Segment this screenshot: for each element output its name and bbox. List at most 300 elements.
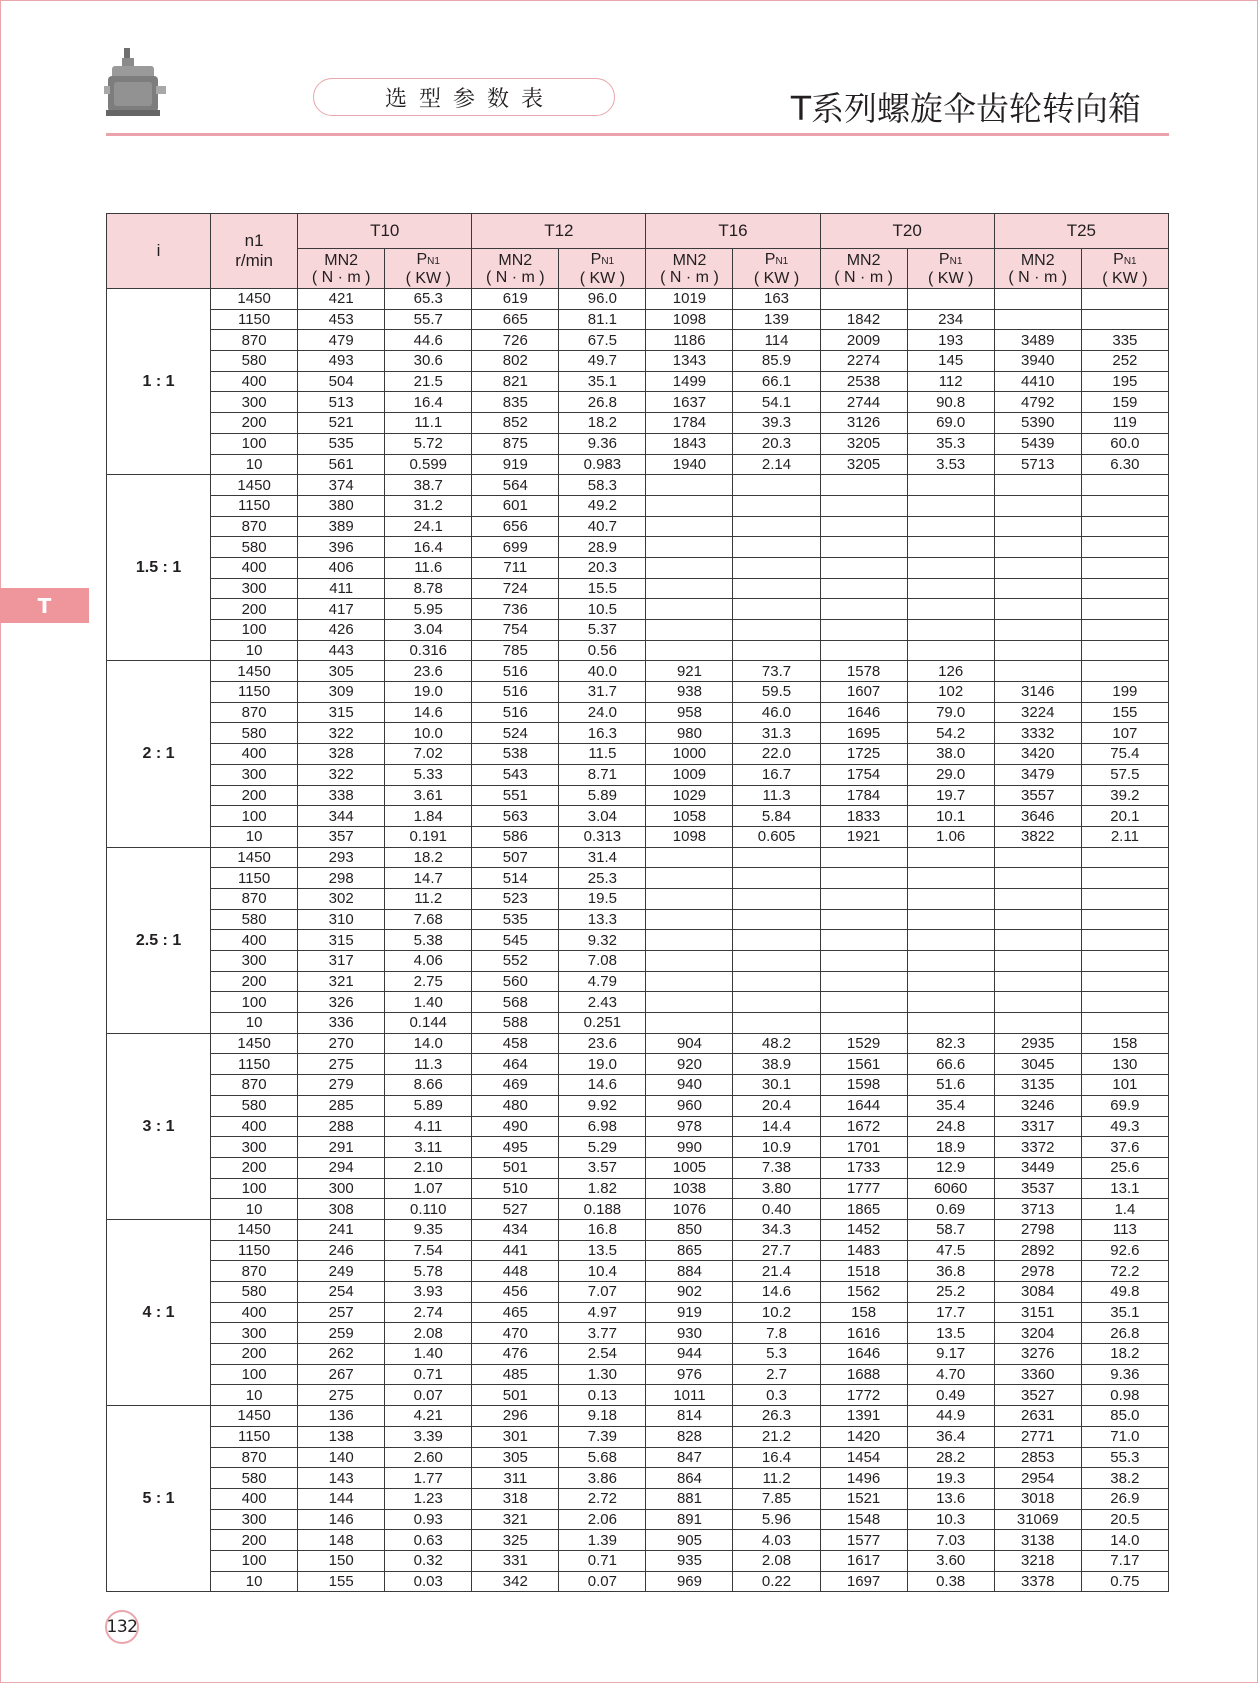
power-cell: 3.57 [559,1157,646,1178]
power-cell: 6060 [907,1178,994,1199]
selection-parameter-table [106,213,1169,1592]
speed-cell: 580 [211,909,298,930]
power-cell: 21.2 [733,1426,820,1447]
table-row [107,413,1169,434]
power-cell [1081,930,1168,951]
power-cell: 2.7 [733,1364,820,1385]
table-row [107,1178,1169,1199]
power-cell: 40.0 [559,661,646,682]
torque-cell: 920 [646,1054,733,1075]
speed-cell: 400 [211,1116,298,1137]
power-cell: 40.7 [559,516,646,537]
torque-cell: 785 [472,640,559,661]
ratio-cell: 4 : 1 [107,1219,211,1405]
power-cell [733,971,820,992]
torque-cell: 144 [298,1488,385,1509]
power-cell [907,847,994,868]
power-cell: 18.9 [907,1137,994,1158]
torque-cell [994,578,1081,599]
torque-cell: 960 [646,1095,733,1116]
table-row [107,1219,1169,1240]
speed-cell: 10 [211,1385,298,1406]
torque-cell: 724 [472,578,559,599]
torque-cell: 443 [298,640,385,661]
torque-cell [646,516,733,537]
power-header-symbol [1082,251,1168,270]
torque-cell: 406 [298,557,385,578]
torque-cell: 309 [298,682,385,703]
power-cell [907,909,994,930]
torque-cell: 294 [298,1157,385,1178]
torque-cell: 3045 [994,1054,1081,1075]
table-row [107,1033,1169,1054]
power-cell: 1.40 [385,992,472,1013]
power-cell: 1.40 [385,1344,472,1365]
power-cell: 44.9 [907,1406,994,1427]
torque-cell: 802 [472,351,559,372]
table-row [107,992,1169,1013]
table-row [107,847,1169,868]
speed-cell: 100 [211,806,298,827]
power-cell: 335 [1081,330,1168,351]
power-cell: 102 [907,682,994,703]
power-cell: 2.75 [385,971,472,992]
power-cell [907,516,994,537]
torque-cell [994,495,1081,516]
torque-cell: 476 [472,1344,559,1365]
ratio-cell: 5 : 1 [107,1406,211,1592]
speed-cell: 300 [211,1323,298,1344]
power-cell: 7.68 [385,909,472,930]
power-cell: 5.84 [733,806,820,827]
power-header [1081,249,1168,289]
torque-cell: 3372 [994,1137,1081,1158]
power-cell: 49.7 [559,351,646,372]
torque-cell: 4792 [994,392,1081,413]
power-cell [733,930,820,951]
power-cell: 24.0 [559,702,646,723]
power-cell: 0.93 [385,1509,472,1530]
power-cell: 16.4 [385,392,472,413]
power-cell [907,1013,994,1034]
torque-cell: 411 [298,578,385,599]
model-header: T16 [646,214,820,249]
power-cell: 0.316 [385,640,472,661]
torque-cell: 493 [298,351,385,372]
speed-cell: 200 [211,599,298,620]
torque-cell [994,888,1081,909]
table-row [107,951,1169,972]
torque-cell: 3489 [994,330,1081,351]
power-cell: 0.40 [733,1199,820,1220]
torque-cell [646,578,733,599]
table-row [107,764,1169,785]
torque-cell: 465 [472,1302,559,1323]
torque-header-symbol: MN2 [672,251,707,269]
power-cell [733,992,820,1013]
torque-cell: 322 [298,723,385,744]
torque-cell: 535 [298,433,385,454]
power-cell [907,868,994,889]
power-cell [733,909,820,930]
torque-cell [820,1013,907,1034]
table-row [107,1364,1169,1385]
power-cell: 35.4 [907,1095,994,1116]
power-cell: 13.3 [559,909,646,930]
torque-cell: 3205 [820,433,907,454]
power-cell [733,868,820,889]
torque-cell: 1865 [820,1199,907,1220]
torque-cell: 1496 [820,1468,907,1489]
torque-cell [994,620,1081,641]
power-cell: 0.251 [559,1013,646,1034]
table-row [107,1385,1169,1406]
power-cell: 3.11 [385,1137,472,1158]
torque-cell: 1598 [820,1075,907,1096]
torque-cell [994,930,1081,951]
torque-cell: 990 [646,1137,733,1158]
power-cell: 24.8 [907,1116,994,1137]
torque-cell [994,661,1081,682]
torque-header-symbol: MN2 [846,251,881,269]
torque-cell: 1637 [646,392,733,413]
power-cell: 114 [733,330,820,351]
torque-cell: 1842 [820,309,907,330]
power-cell: 9.36 [1081,1364,1168,1385]
speed-cell: 580 [211,1282,298,1303]
speed-cell: 400 [211,1488,298,1509]
table-row [107,1199,1169,1220]
torque-header [646,249,733,289]
table-row [107,1157,1169,1178]
torque-cell: 480 [472,1095,559,1116]
torque-cell: 1548 [820,1509,907,1530]
torque-cell [820,868,907,889]
power-cell: 1.84 [385,806,472,827]
torque-cell: 2935 [994,1033,1081,1054]
power-cell: 60.0 [1081,433,1168,454]
torque-cell: 588 [472,1013,559,1034]
power-header-sub: N1 [1123,255,1137,267]
power-cell: 49.2 [559,495,646,516]
power-cell: 101 [1081,1075,1168,1096]
torque-cell: 322 [298,764,385,785]
torque-cell: 3218 [994,1550,1081,1571]
power-cell [733,620,820,641]
torque-cell: 1688 [820,1364,907,1385]
side-tab: T [0,588,89,623]
torque-cell: 1617 [820,1550,907,1571]
torque-cell: 3151 [994,1302,1081,1323]
table-row [107,702,1169,723]
power-cell: 18.2 [559,413,646,434]
power-cell: 3.80 [733,1178,820,1199]
power-cell: 13.6 [907,1488,994,1509]
power-cell: 8.66 [385,1075,472,1096]
power-cell: 54.1 [733,392,820,413]
torque-cell: 905 [646,1530,733,1551]
power-cell: 2.14 [733,454,820,475]
power-cell: 27.7 [733,1240,820,1261]
table-row [107,1240,1169,1261]
torque-cell: 426 [298,620,385,641]
torque-cell: 344 [298,806,385,827]
torque-cell: 1695 [820,723,907,744]
power-cell [907,930,994,951]
torque-cell: 254 [298,1282,385,1303]
speed-cell: 1150 [211,309,298,330]
power-cell [907,599,994,620]
power-cell [733,951,820,972]
power-cell: 0.110 [385,1199,472,1220]
torque-cell [820,847,907,868]
power-cell: 7.39 [559,1426,646,1447]
speed-cell: 1450 [211,1219,298,1240]
torque-cell: 1833 [820,806,907,827]
power-cell: 11.3 [385,1054,472,1075]
torque-cell: 1701 [820,1137,907,1158]
table-row [107,620,1169,641]
table-row [107,578,1169,599]
speed-cell: 580 [211,1095,298,1116]
table-row [107,1302,1169,1323]
speed-cell: 1150 [211,1054,298,1075]
power-cell: 6.30 [1081,454,1168,475]
torque-cell: 980 [646,723,733,744]
table-row [107,1282,1169,1303]
power-cell: 31.3 [733,723,820,744]
power-cell: 145 [907,351,994,372]
speed-cell: 1150 [211,1240,298,1261]
speed-cell: 580 [211,351,298,372]
table-row [107,1344,1169,1365]
power-cell: 2.10 [385,1157,472,1178]
speed-cell: 870 [211,1075,298,1096]
power-cell: 20.5 [1081,1509,1168,1530]
power-cell: 2.43 [559,992,646,1013]
torque-cell: 275 [298,1054,385,1075]
power-cell: 21.4 [733,1261,820,1282]
torque-cell: 1644 [820,1095,907,1116]
torque-cell: 619 [472,289,559,310]
power-cell: 130 [1081,1054,1168,1075]
torque-cell: 561 [298,454,385,475]
torque-cell: 514 [472,868,559,889]
power-cell: 3.77 [559,1323,646,1344]
power-cell: 10.3 [907,1509,994,1530]
torque-cell [646,495,733,516]
power-cell: 0.71 [385,1364,472,1385]
torque-cell: 507 [472,847,559,868]
table-row [107,1550,1169,1571]
torque-cell: 904 [646,1033,733,1054]
power-header-symbol [559,251,645,270]
power-cell: 2.60 [385,1447,472,1468]
ratio-cell: 3 : 1 [107,1033,211,1219]
model-header: T12 [472,214,646,249]
power-cell: 36.8 [907,1261,994,1282]
power-cell: 1.39 [559,1530,646,1551]
power-cell: 2.72 [559,1488,646,1509]
torque-cell: 396 [298,537,385,558]
power-cell: 4.97 [559,1302,646,1323]
power-cell: 92.6 [1081,1240,1168,1261]
power-cell: 10.5 [559,599,646,620]
torque-cell: 3646 [994,806,1081,827]
table-row [107,433,1169,454]
table-row [107,495,1169,516]
power-cell: 35.1 [1081,1302,1168,1323]
torque-cell: 305 [298,661,385,682]
torque-cell: 1733 [820,1157,907,1178]
torque-cell: 1607 [820,682,907,703]
torque-cell: 336 [298,1013,385,1034]
power-cell [1081,909,1168,930]
power-cell: 82.3 [907,1033,994,1054]
speed-cell: 300 [211,1137,298,1158]
torque-cell [820,620,907,641]
power-header-main: P [938,250,950,268]
power-cell: 20.3 [559,557,646,578]
power-cell [733,537,820,558]
speed-cell: 400 [211,1302,298,1323]
speed-cell: 200 [211,413,298,434]
power-cell: 0.605 [733,826,820,847]
power-cell: 0.56 [559,640,646,661]
power-cell: 10.0 [385,723,472,744]
power-cell: 7.03 [907,1530,994,1551]
torque-cell: 143 [298,1468,385,1489]
torque-cell: 485 [472,1364,559,1385]
power-cell: 55.7 [385,309,472,330]
torque-cell: 921 [646,661,733,682]
power-cell: 20.3 [733,433,820,454]
torque-cell: 311 [472,1468,559,1489]
power-cell [907,578,994,599]
torque-cell: 262 [298,1344,385,1365]
power-cell: 195 [1081,371,1168,392]
power-cell: 72.2 [1081,1261,1168,1282]
power-cell: 47.5 [907,1240,994,1261]
torque-cell: 5439 [994,433,1081,454]
torque-cell: 434 [472,1219,559,1240]
table-row [107,475,1169,496]
torque-cell: 158 [820,1302,907,1323]
power-cell: 24.1 [385,516,472,537]
torque-cell: 527 [472,1199,559,1220]
table-row [107,868,1169,889]
torque-cell: 285 [298,1095,385,1116]
torque-cell: 3822 [994,826,1081,847]
torque-cell [646,992,733,1013]
power-cell: 79.0 [907,702,994,723]
speed-header [211,214,298,289]
power-cell [1081,661,1168,682]
torque-cell: 1646 [820,1344,907,1365]
torque-cell: 3479 [994,764,1081,785]
torque-cell: 1076 [646,1199,733,1220]
torque-cell: 315 [298,702,385,723]
power-cell [1081,971,1168,992]
power-cell: 2.06 [559,1509,646,1530]
torque-cell [820,475,907,496]
power-cell: 0.75 [1081,1571,1168,1592]
power-cell: 85.0 [1081,1406,1168,1427]
power-header-main: P [416,250,428,268]
torque-cell [646,930,733,951]
torque-cell: 969 [646,1571,733,1592]
power-cell: 158 [1081,1033,1168,1054]
table-row [107,309,1169,330]
torque-cell: 441 [472,1240,559,1261]
power-cell: 4.21 [385,1406,472,1427]
torque-cell: 1391 [820,1406,907,1427]
table-row [107,599,1169,620]
torque-header [820,249,907,289]
torque-cell: 302 [298,888,385,909]
torque-cell: 267 [298,1364,385,1385]
torque-header [298,249,385,289]
torque-cell: 342 [472,1571,559,1592]
torque-cell: 1561 [820,1054,907,1075]
power-header-sub: N1 [949,255,963,267]
power-cell [907,620,994,641]
torque-header [472,249,559,289]
torque-cell: 940 [646,1075,733,1096]
torque-cell: 1029 [646,785,733,806]
power-cell [1081,578,1168,599]
speed-cell: 200 [211,1157,298,1178]
torque-cell: 458 [472,1033,559,1054]
power-cell: 39.2 [1081,785,1168,806]
speed-cell: 10 [211,1571,298,1592]
power-cell: 5.37 [559,620,646,641]
torque-cell: 5390 [994,413,1081,434]
torque-cell: 257 [298,1302,385,1323]
power-cell: 31.2 [385,495,472,516]
power-cell: 252 [1081,351,1168,372]
torque-cell: 1672 [820,1116,907,1137]
power-cell: 0.313 [559,826,646,847]
torque-cell: 1518 [820,1261,907,1282]
power-cell [733,557,820,578]
torque-cell: 374 [298,475,385,496]
power-cell: 11.3 [733,785,820,806]
power-cell [1081,537,1168,558]
torque-cell: 308 [298,1199,385,1220]
torque-cell: 754 [472,620,559,641]
torque-cell: 828 [646,1426,733,1447]
speed-cell: 300 [211,764,298,785]
torque-cell: 601 [472,495,559,516]
torque-cell: 699 [472,537,559,558]
model-header: T25 [994,214,1168,249]
power-cell: 3.60 [907,1550,994,1571]
torque-cell: 1578 [820,661,907,682]
table-row [107,1095,1169,1116]
torque-cell: 296 [472,1406,559,1427]
torque-cell [646,951,733,972]
power-cell [1081,599,1168,620]
power-cell [1081,888,1168,909]
torque-cell: 3317 [994,1116,1081,1137]
power-cell: 8.71 [559,764,646,785]
torque-cell: 1499 [646,371,733,392]
torque-cell: 2978 [994,1261,1081,1282]
power-cell: 7.85 [733,1488,820,1509]
table-row [107,537,1169,558]
torque-header [994,249,1081,289]
